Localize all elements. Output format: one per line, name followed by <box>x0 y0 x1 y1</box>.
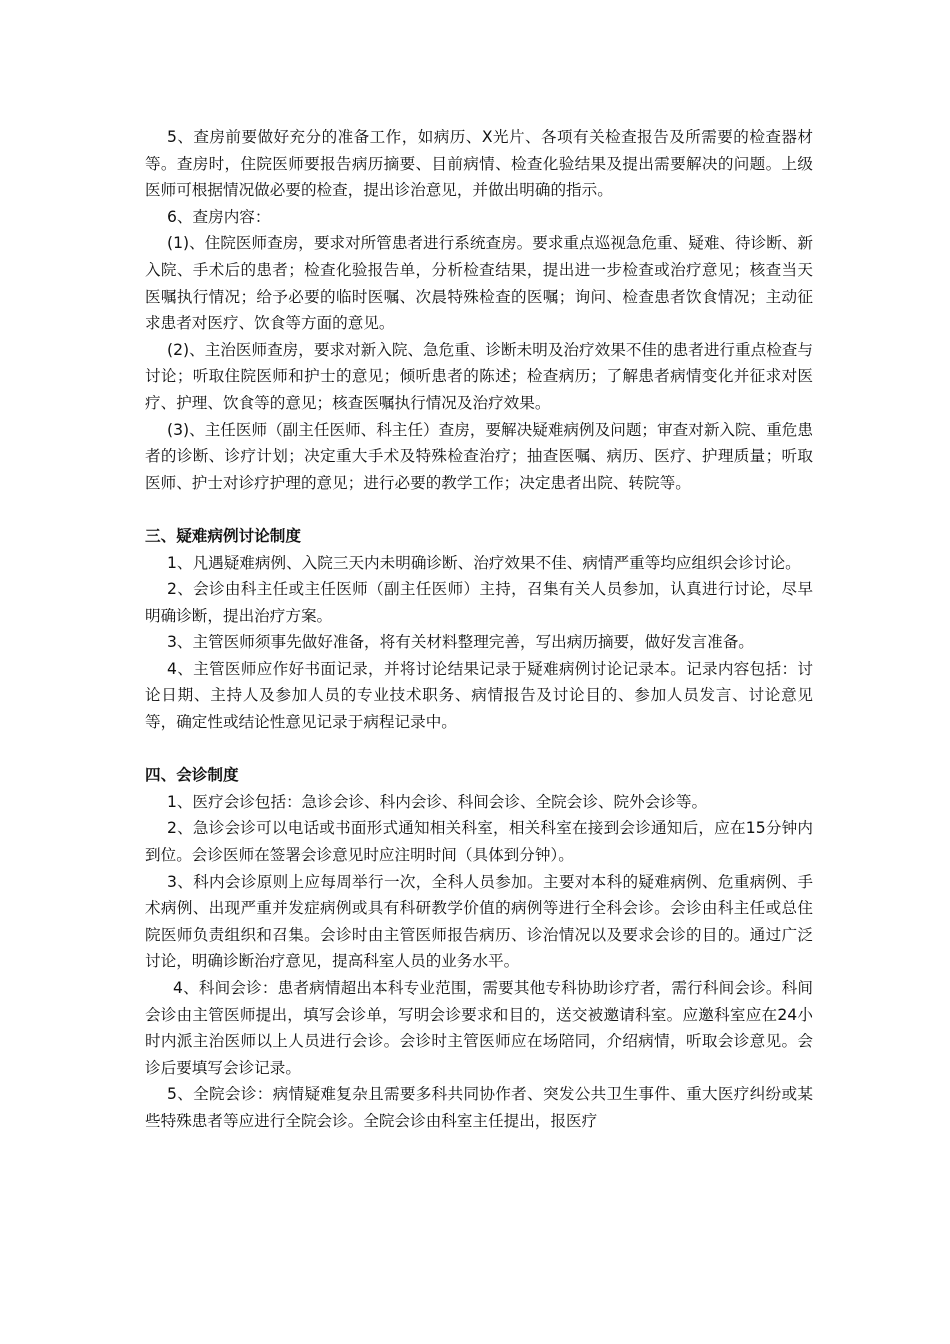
section-heading-difficult-cases: 三、疑难病例讨论制度 <box>145 526 301 545</box>
paragraph-resident-rounds: (1)、住院医师查房，要求对所管患者进行系统查房。要求重点巡视急危重、疑难、待诊断、新入院、手术后的患者；检查化验报告单，分析检查结果，提出进一步检查或治疗意见；核查当天医嘱执行情况；给予必要的临时医嘱、次晨特殊检查的医嘱；询问、检查患者饮食情况；主动征求患者对医疗、饮食等方面的意见。 <box>145 234 813 333</box>
paragraph-consultation-2: 2、急诊会诊可以电话或书面形式通知相关科室，相关科室在接到会诊通知后，应在15分钟内到位。会诊医师在签署会诊意见时应注明时间（具体到分钟）。 <box>145 819 813 865</box>
paragraph-consultation-5: 5、全院会诊：病情疑难复杂且需要多科共同协作者、突发公共卫生事件、重大医疗纠纷或某些特殊患者等应进行全院会诊。全院会诊由科室主任提出，报医疗 <box>145 1085 813 1130</box>
paragraph-rounds-content-title: 6、查房内容： <box>167 207 271 226</box>
paragraph-difficult-case-3: 3、主管医师须事先做好准备，将有关材料整理完善，写出病历摘要，做好发言准备。 <box>167 633 754 652</box>
paragraph-consultation-1: 1、医疗会诊包括：急诊会诊、科内会诊、科间会诊、全院会诊、院外会诊等。 <box>167 792 708 811</box>
paragraph-rounds-prep: 5、查房前要做好充分的准备工作，如病历、X光片、各项有关检查报告及所需要的检查器材等。查房时，住院医师要报告病历摘要、目前病情、检查化验结果及提出需要解决的问题。上级医师可根据情况做必要的检查，提出诊治意见，并做出明确的指示。 <box>145 128 813 200</box>
section-spacer <box>145 496 813 523</box>
paragraph-difficult-case-2: 2、会诊由科主任或主任医师（副主任医师）主持，召集有关人员参加，认真进行讨论，尽早明确诊断，提出治疗方案。 <box>145 580 813 625</box>
paragraph-difficult-case-1: 1、凡遇疑难病例、入院三天内未明确诊断、治疗效果不佳、病情严重等均应组织会诊讨论。 <box>167 553 801 572</box>
paragraph-consultation-4: 4、科间会诊：患者病情超出本科专业范围，需要其他专科协助诊疗者，需行科间会诊。科间会诊由主管医师提出，填写会诊单，写明会诊要求和目的，送交被邀请科室。应邀科室应在24小时内派主治医师以上人员进行会诊。会诊时主管医师应在场陪同，介绍病情，听取会诊意见。会诊后要填写会诊记录。 <box>145 979 813 1077</box>
section-spacer <box>145 736 813 763</box>
paragraph-difficult-case-4: 4、主管医师应作好书面记录，并将讨论结果记录于疑难病例讨论记录本。记录内容包括：讨论日期、主持人及参加人员的专业技术职务、病情报告及讨论目的、参加人员发言、讨论意见等，确定性或结论性意见记录于病程记录中。 <box>145 659 813 732</box>
document-body <box>145 124 813 1135</box>
section-heading-consultation: 四、会诊制度 <box>145 766 239 785</box>
paragraph-consultation-3: 3、科内会诊原则上应每周举行一次，全科人员参加。主要对本科的疑难病例、危重病例、手术病例、出现严重并发症病例或具有科研教学价值的病例等进行全科会诊。会诊由科主任或总住院医师负责组织和召集。会诊时由主管医师报告病历、诊治情况以及要求会诊的目的。通过广泛讨论，明确诊断治疗意见，提高科室人员的业务水平。 <box>145 872 813 971</box>
paragraph-attending-rounds: (2)、主治医师查房，要求对新入院、急危重、诊断未明及治疗效果不佳的患者进行重点检查与讨论；听取住院医师和护士的意见；倾听患者的陈述；检查病历；了解患者病情变化并征求对医疗、护理、饮食等的意见；核查医嘱执行情况及治疗效果。 <box>145 340 813 412</box>
paragraph-chief-rounds: (3)、主任医师（副主任医师、科主任）查房，要解决疑难病例及问题；审查对新入院、重危患者的诊断、诊疗计划；决定重大手术及特殊检查治疗；抽查医嘱、病历、医疗、护理质量；听取医师、护士对诊疗护理的意见；进行必要的教学工作；决定患者出院、转院等。 <box>145 420 813 492</box>
